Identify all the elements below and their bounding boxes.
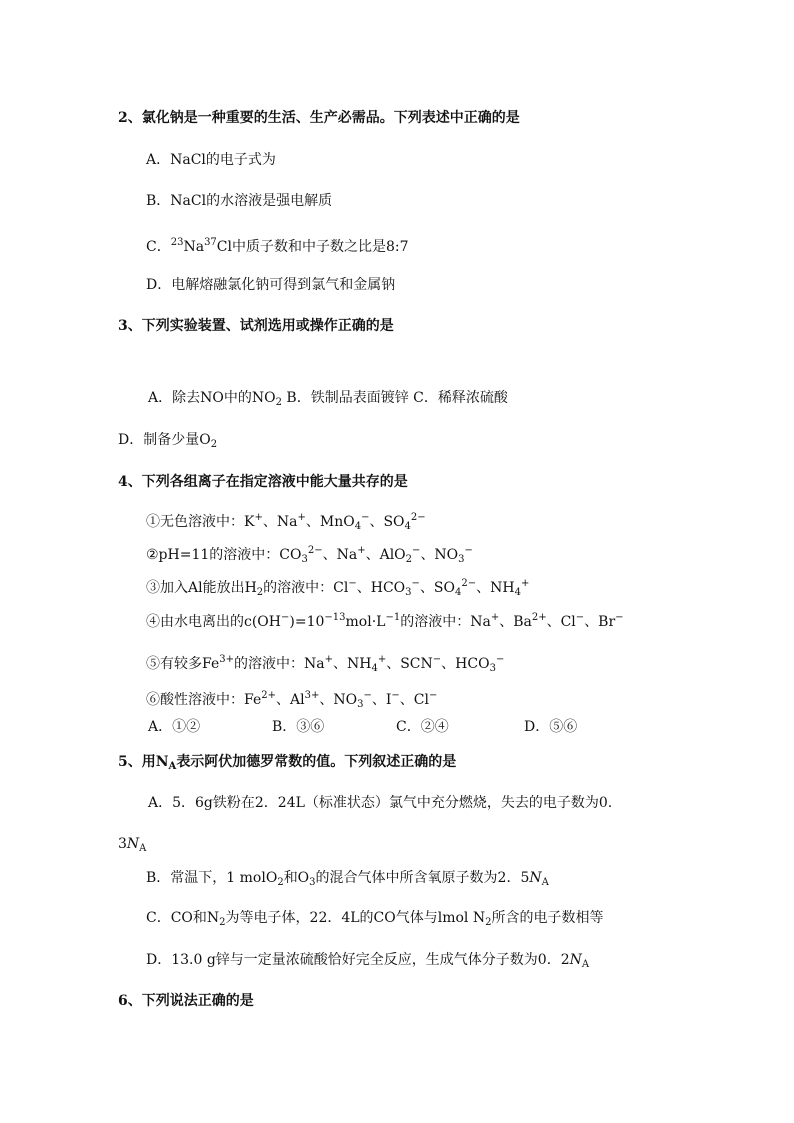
text-fragment: − xyxy=(391,690,400,701)
text-fragment: N xyxy=(569,952,582,968)
text-fragment: 的溶液中：Na xyxy=(233,656,325,672)
text-fragment: 、Cl xyxy=(546,614,576,630)
text-fragment: − xyxy=(412,545,421,556)
text-fragment: 、AlO xyxy=(365,547,406,563)
text-fragment: Cl中质子数和中子数之比是8:7 xyxy=(216,239,409,255)
text-fragment: ③加入Al能放出H xyxy=(146,580,257,596)
text-fragment: 3+ xyxy=(219,654,234,665)
text-fragment: D．⑤⑥ xyxy=(524,719,578,735)
text-fragment: ④由水电离出的c(OH xyxy=(146,614,281,630)
text-fragment: 、HCO xyxy=(441,656,490,672)
question-4-choice-b xyxy=(272,717,324,737)
text-fragment: mol·L xyxy=(345,614,386,630)
text-fragment: 3 xyxy=(118,836,127,852)
text-fragment: ②pH=11的溶液中：CO xyxy=(146,547,302,563)
text-fragment: ①无色溶液中：K xyxy=(146,514,255,530)
text-fragment: A．NaCl的电子式为 xyxy=(146,152,276,168)
text-fragment: 、NO xyxy=(420,547,459,563)
text-fragment: − xyxy=(411,578,420,589)
text-fragment: 、NH xyxy=(476,580,515,596)
text-fragment: 、Cl xyxy=(399,692,429,708)
text-fragment: −13 xyxy=(324,612,346,623)
text-fragment: 、MnO xyxy=(305,514,355,530)
text-fragment: 3 xyxy=(357,699,364,710)
text-fragment: 2 xyxy=(210,439,218,450)
text-fragment: N xyxy=(529,870,542,886)
text-fragment: 3 xyxy=(309,877,316,888)
text-fragment: 2 xyxy=(485,917,492,928)
text-fragment: − xyxy=(363,690,372,701)
text-fragment: B．NaCl的水溶液是强电解质 xyxy=(146,193,333,209)
text-fragment: 为等电子体，22．4L的CO气体与lmol N xyxy=(225,910,486,926)
text-fragment: D．制备少量O xyxy=(118,432,211,448)
text-fragment: 表示阿伏加德罗常数的值。下列叙述正确的是 xyxy=(176,754,457,770)
text-fragment: 2 xyxy=(219,917,226,928)
question-2-stem xyxy=(118,108,520,128)
question-4-item-2 xyxy=(146,541,473,570)
text-fragment: 2+ xyxy=(261,690,276,701)
text-fragment: − xyxy=(615,612,624,623)
text-fragment: + xyxy=(357,545,366,556)
text-fragment: 3、下列实验装置、试剂选用或操作正确的是 xyxy=(118,318,394,334)
text-fragment: A．除去NO中的NO xyxy=(148,390,276,406)
text-fragment: 、Br xyxy=(584,614,616,630)
text-fragment: 所含的电子数相等 xyxy=(491,910,604,926)
text-fragment: 、Na xyxy=(322,547,358,563)
text-fragment: 、Na xyxy=(262,514,298,530)
text-fragment: 、NH xyxy=(332,656,372,672)
text-fragment: C． xyxy=(146,239,171,255)
text-fragment: − xyxy=(348,578,357,589)
text-fragment: 2− xyxy=(307,545,323,556)
text-fragment: B．常温下，1 molO xyxy=(146,870,278,886)
question-3-option-d xyxy=(118,430,217,455)
question-2-option-d xyxy=(146,275,395,295)
text-fragment: 23 xyxy=(170,237,184,248)
text-fragment: ⑤有较多Fe xyxy=(146,656,220,672)
text-fragment: A xyxy=(139,843,147,854)
question-5-option-a-line-2 xyxy=(118,834,146,859)
question-4-choice-a xyxy=(148,717,200,737)
text-fragment: 2 xyxy=(256,587,264,598)
question-2-option-c xyxy=(146,233,409,257)
question-2-option-a xyxy=(146,150,276,170)
text-fragment: − xyxy=(575,612,585,623)
text-fragment: 4、下列各组离子在指定溶液中能大量共存的是 xyxy=(118,474,408,490)
text-fragment: Na xyxy=(183,239,205,255)
question-4-item-4 xyxy=(146,608,624,632)
text-fragment: + xyxy=(324,654,333,665)
text-fragment: 2、氯化钠是一种重要的生活、生产必需品。下列表述中正确的是 xyxy=(118,110,520,126)
question-4-choice-c xyxy=(396,717,449,737)
question-5-option-a-line-1 xyxy=(148,793,612,813)
text-fragment: 2 xyxy=(277,877,284,888)
text-fragment: 3 xyxy=(301,554,308,565)
text-fragment: ⑥酸性溶液中：Fe xyxy=(146,692,262,708)
question-3-stem xyxy=(118,316,394,336)
question-4-item-5 xyxy=(146,650,504,679)
text-fragment: 的溶液中：Na xyxy=(400,614,491,630)
text-fragment: A xyxy=(541,877,549,888)
text-fragment: − xyxy=(432,654,442,665)
text-fragment: A．①② xyxy=(148,719,201,735)
question-4-item-3 xyxy=(146,574,529,603)
text-fragment: 、SO xyxy=(419,580,456,596)
text-fragment: −1 xyxy=(385,612,401,623)
question-4-choice-d xyxy=(524,717,577,737)
question-5-option-c xyxy=(146,908,603,933)
text-fragment: + xyxy=(254,512,263,523)
text-fragment: 2+ xyxy=(531,612,547,623)
text-fragment: − xyxy=(361,512,370,523)
text-fragment: 2 xyxy=(405,554,413,565)
text-fragment: 2 xyxy=(275,397,282,408)
text-fragment: 4 xyxy=(455,587,462,598)
text-fragment: )=10 xyxy=(289,614,325,630)
text-fragment: C．稀释浓硫酸 xyxy=(413,390,508,406)
text-fragment: 、SCN xyxy=(386,656,433,672)
text-fragment: + xyxy=(490,612,500,623)
text-fragment: + xyxy=(377,654,387,665)
text-fragment: 37 xyxy=(204,237,217,248)
text-fragment: − xyxy=(428,690,438,701)
text-fragment: 、I xyxy=(371,692,392,708)
question-5-option-d xyxy=(146,950,589,975)
text-fragment: A．5．6g铁粉在2．24L（标准状态）氯气中充分燃烧，失去的电子数为0. xyxy=(148,795,613,811)
text-fragment: 4 xyxy=(514,587,521,598)
text-fragment: 3+ xyxy=(304,690,320,701)
text-fragment: A xyxy=(168,761,177,772)
question-4-stem xyxy=(118,472,408,492)
text-fragment: B．③⑥ xyxy=(272,719,325,735)
text-fragment: A xyxy=(581,959,590,970)
text-fragment: 、NO xyxy=(319,692,358,708)
text-fragment: + xyxy=(520,578,530,589)
text-fragment: 、Ba xyxy=(499,614,532,630)
question-5-option-b xyxy=(146,868,549,893)
text-fragment: − xyxy=(495,654,505,665)
text-fragment: 2− xyxy=(461,578,477,589)
question-2-option-b xyxy=(146,191,332,211)
question-3-options-abc xyxy=(148,388,508,413)
text-fragment: 、SO xyxy=(369,514,405,530)
text-fragment: D．电解熔融氯化钠可得到氯气和金属钠 xyxy=(146,277,396,293)
text-fragment: 的混合气体中所含氧原子数为2．5 xyxy=(315,870,530,886)
question-6-stem xyxy=(118,991,254,1011)
text-fragment: − xyxy=(281,612,290,623)
text-fragment: 4 xyxy=(371,663,378,674)
text-fragment: D．13.0 g锌与一定量浓硫酸恰好完全反应，生成气体分子数为0．2 xyxy=(146,952,570,968)
text-fragment: 6、下列说法正确的是 xyxy=(118,993,254,1009)
text-fragment: 、HCO xyxy=(356,580,406,596)
text-fragment: 4 xyxy=(354,521,362,532)
text-fragment: B．铁制品表面镀锌 xyxy=(286,390,409,406)
text-fragment: 、Al xyxy=(275,692,305,708)
text-fragment: 3 xyxy=(405,587,412,598)
text-fragment: − xyxy=(464,545,473,556)
text-fragment: 2− xyxy=(410,512,426,523)
text-fragment: 3 xyxy=(489,663,496,674)
text-fragment: N xyxy=(126,836,140,852)
text-fragment: C．②④ xyxy=(396,719,449,735)
text-fragment: 和O xyxy=(283,870,310,886)
question-4-item-6 xyxy=(146,686,437,715)
text-fragment: 4 xyxy=(404,521,411,532)
text-fragment: C．CO和N xyxy=(146,910,220,926)
question-4-item-1 xyxy=(146,508,426,537)
text-fragment: 3 xyxy=(458,554,465,565)
question-5-stem xyxy=(118,752,456,777)
text-fragment: 的溶液中：Cl xyxy=(263,580,349,596)
text-fragment: 5、用N xyxy=(118,754,169,770)
text-fragment: + xyxy=(297,512,306,523)
